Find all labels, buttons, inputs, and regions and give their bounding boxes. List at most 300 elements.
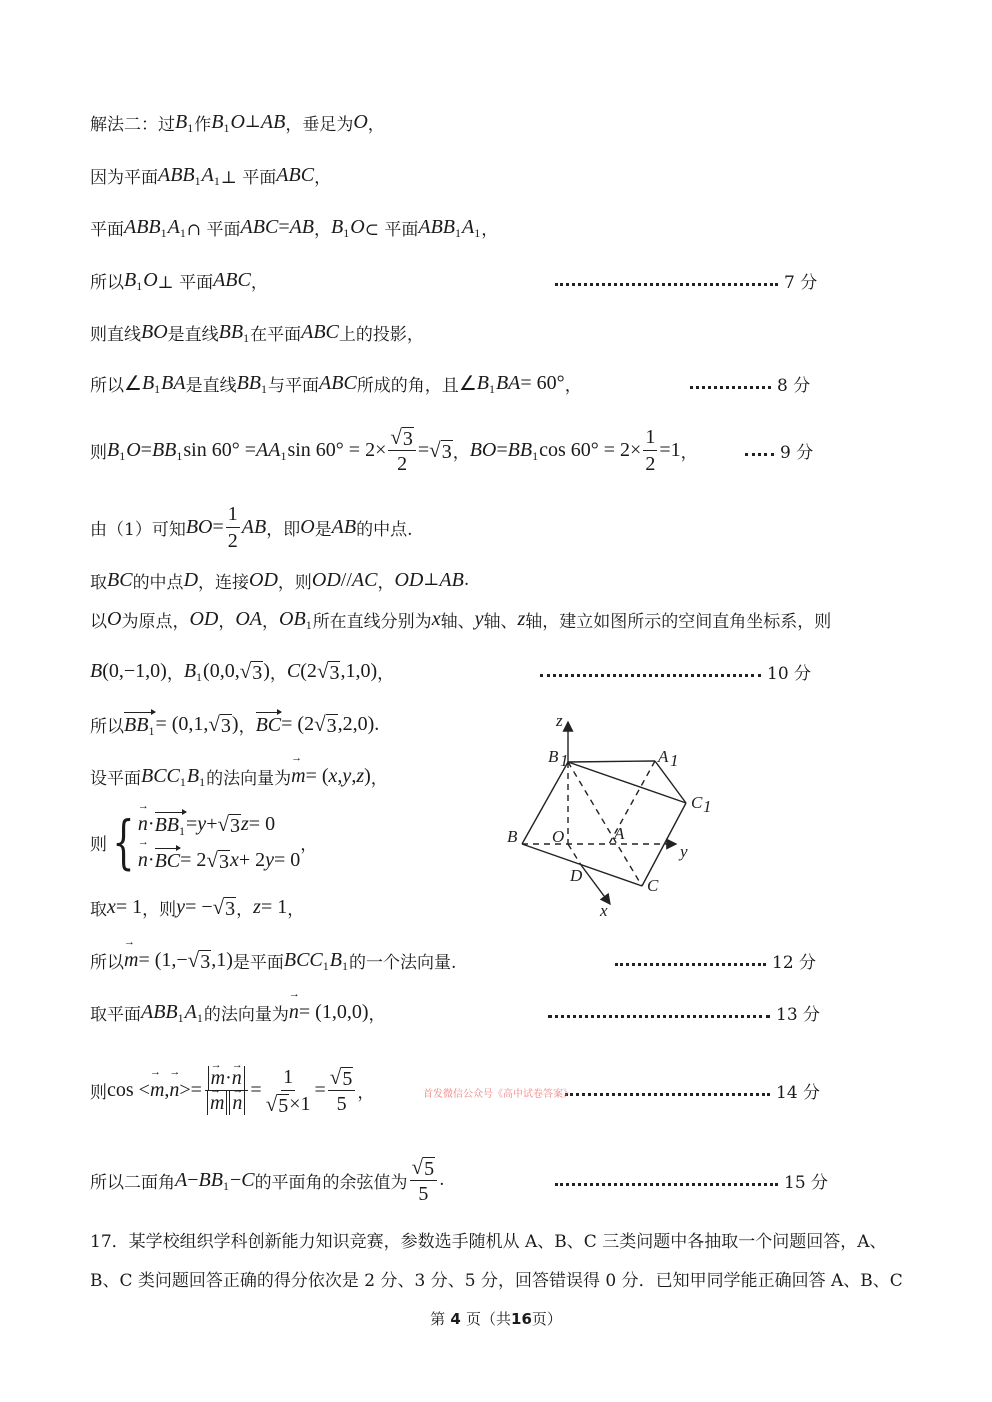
math-text: (0,−1,0)	[102, 659, 167, 682]
math-var: O	[143, 268, 158, 291]
text: ，连接	[198, 572, 250, 593]
subscript: 1	[119, 448, 126, 463]
total-pages: 16	[511, 1310, 532, 1328]
radical-sign: √	[329, 1064, 342, 1089]
text: ，	[377, 663, 395, 684]
text: 所以	[90, 272, 124, 293]
math-text: ∠	[458, 372, 477, 395]
math-var: x	[328, 764, 338, 787]
text: ⊥ 平面	[157, 272, 214, 293]
label-a: A	[614, 824, 625, 843]
text: ，	[238, 716, 256, 737]
math-var: D	[183, 568, 199, 591]
math-text: = 1	[260, 895, 288, 918]
math-var: A	[201, 163, 214, 186]
text-line	[90, 1060, 374, 1120]
math-var: C	[286, 659, 301, 682]
math-var: OA	[235, 607, 263, 630]
fraction	[410, 1154, 438, 1207]
text: ，即	[266, 519, 301, 540]
math-var: BA	[495, 371, 521, 394]
text: ，	[481, 219, 499, 240]
text: 则直线	[90, 324, 141, 345]
text: 是直线	[167, 324, 219, 345]
subscript: 1	[176, 448, 183, 463]
math-var: B	[211, 110, 224, 133]
text: 轴、	[483, 611, 518, 632]
math-text: = 0	[248, 812, 276, 835]
score-text: 14 分	[776, 1082, 821, 1103]
dot-leader	[555, 282, 778, 286]
square-root	[266, 1091, 290, 1117]
text: 则	[90, 1082, 107, 1103]
text-line	[90, 641, 394, 701]
math-var: B	[124, 268, 137, 291]
dot-leader	[548, 1014, 770, 1018]
math-var: BCC	[283, 948, 323, 971]
math-text: (0,0,	[203, 659, 240, 682]
math-var: y	[197, 812, 207, 835]
denominator	[395, 451, 409, 477]
text-line	[90, 92, 385, 152]
text-line	[90, 420, 698, 480]
score-marker	[548, 997, 820, 1027]
vector: → m	[291, 765, 305, 788]
denominator	[335, 1091, 349, 1117]
vector	[155, 812, 186, 836]
text: ，	[564, 375, 582, 396]
math-var: AB	[241, 515, 267, 538]
math-text: ,	[337, 764, 343, 787]
dot-leader	[745, 452, 774, 456]
text: ，	[250, 272, 268, 293]
math-var: z	[241, 812, 249, 835]
math-text: 2	[397, 452, 408, 475]
math-text: =	[278, 215, 290, 238]
math-var: BB	[218, 320, 244, 343]
math-var: C	[241, 1168, 255, 1191]
text: 取	[90, 572, 107, 593]
subscript: 1	[154, 381, 161, 396]
math-var: ABC	[240, 215, 279, 238]
text: 是直线	[185, 375, 237, 396]
fraction	[204, 1066, 248, 1115]
text: ，	[377, 572, 395, 593]
edge-b1-c1	[568, 762, 686, 803]
dot-leader	[565, 1092, 770, 1096]
denominator	[416, 1181, 430, 1207]
text-line	[90, 353, 582, 413]
score-marker	[540, 656, 811, 686]
text-line	[90, 930, 456, 990]
text: 取	[90, 899, 107, 920]
fraction	[226, 501, 240, 554]
score-marker	[745, 435, 813, 465]
math-var: OD	[249, 568, 278, 591]
score-text: 8 分	[777, 375, 811, 396]
score-marker	[690, 368, 810, 398]
radicand: 3	[225, 897, 236, 920]
fraction	[643, 424, 657, 477]
math-text: (2	[300, 659, 317, 682]
text: .	[463, 570, 470, 590]
math-text: −	[187, 1168, 199, 1191]
text: ∩ 平面	[186, 219, 241, 240]
text: 因为平面	[90, 167, 158, 188]
subscript: 1	[213, 173, 220, 188]
math-text: = (1,−	[138, 948, 188, 971]
math-text: ,1,0)	[340, 659, 378, 682]
label-o: O	[552, 827, 565, 846]
math-text: −	[229, 1168, 242, 1191]
math-var: B	[331, 215, 344, 238]
absolute-value	[207, 1091, 227, 1115]
math-text: =	[140, 438, 152, 461]
text: 取平面	[90, 1004, 141, 1025]
text: 与平面	[268, 375, 320, 396]
math-var: ABC	[301, 320, 339, 343]
math-var: BA	[161, 371, 186, 394]
text: ，垂足为	[285, 114, 354, 135]
radical-sign: √	[411, 1154, 424, 1179]
equation-system	[107, 810, 300, 874]
math-var: ABB	[418, 215, 456, 238]
text: ，	[218, 611, 236, 632]
math-text: = (	[305, 764, 329, 787]
text: 作	[194, 114, 212, 135]
vector	[256, 712, 282, 736]
numerator	[328, 1064, 356, 1091]
radicand: 3	[326, 714, 337, 737]
math-text: = (2	[281, 712, 315, 735]
text: 所在直线分别为	[312, 611, 432, 632]
text: 设平面	[90, 768, 141, 789]
math-var: x	[107, 895, 116, 918]
text: ，	[287, 899, 305, 920]
score-marker	[555, 265, 817, 295]
math-var: x	[229, 848, 239, 871]
text: 上的投影，	[338, 324, 424, 345]
math-var: AC	[351, 568, 378, 591]
text: ，	[357, 1082, 375, 1103]
radical-sign: √	[212, 894, 225, 919]
math-var: B	[107, 438, 120, 461]
equation-row	[138, 810, 300, 838]
math-text: 1	[283, 1065, 294, 1088]
text-line	[90, 497, 413, 557]
vector	[155, 848, 181, 872]
math-text: >=	[179, 1078, 202, 1101]
math-var: ABC	[319, 371, 357, 394]
text: ，	[314, 219, 332, 240]
fraction	[388, 424, 416, 477]
subscript: 1	[474, 225, 481, 240]
text: 17．某学校组织学科创新能力知识竞赛，参数选手随机从 A、B、C 三类问题中各抽取一个问题回答，A、	[90, 1231, 887, 1252]
math-var: AB	[439, 568, 464, 591]
subscript: 1	[177, 1010, 184, 1025]
footer-text: 第	[430, 1310, 446, 1328]
math-var: z	[517, 607, 526, 630]
subscript: 1	[179, 774, 186, 789]
radicand: 3	[441, 440, 452, 463]
math-text: cos <	[107, 1078, 150, 1101]
text: ，	[680, 442, 698, 463]
math-text: ·	[225, 1066, 232, 1089]
label-z: z	[556, 711, 563, 730]
math-var: O	[126, 438, 141, 461]
text: 的法向量为	[206, 768, 292, 789]
text: 所以	[90, 716, 124, 737]
math-var: y	[474, 607, 484, 630]
radicand: 5	[278, 1094, 289, 1117]
text: 所以	[90, 375, 124, 396]
math-text: +	[206, 812, 218, 835]
page-number: 4	[450, 1310, 461, 1328]
radical-sign: √	[314, 711, 326, 736]
math-var: BB	[124, 714, 149, 736]
math-var: O	[300, 515, 315, 538]
text: 的法向量为	[203, 1004, 289, 1025]
score-marker	[555, 1165, 828, 1195]
fraction	[264, 1064, 313, 1117]
footer-text: 页（共	[466, 1310, 512, 1328]
math-text: =	[417, 438, 430, 461]
subscript: 1	[196, 1010, 203, 1025]
text: 所以二面角	[90, 1172, 175, 1193]
square-root	[314, 712, 338, 737]
numerator	[643, 424, 657, 451]
math-text: + 2	[238, 848, 266, 871]
text-line	[90, 589, 831, 649]
text: 以	[90, 611, 107, 632]
subscript: 1	[223, 120, 230, 135]
numerator	[226, 501, 240, 528]
math-var: ABC	[276, 163, 315, 186]
math-text: ,2,0).	[337, 712, 380, 735]
math-var: ABC	[213, 268, 251, 291]
radicand: 3	[402, 427, 413, 450]
label-c: C	[647, 876, 659, 895]
score-text: 13 分	[776, 1004, 821, 1025]
math-text: = (0,1,	[155, 712, 209, 735]
text-line	[90, 250, 268, 310]
subscript: 1	[305, 617, 312, 632]
text: .	[439, 1170, 445, 1190]
subscript: 1	[148, 724, 155, 738]
radical-sign: √	[239, 658, 252, 683]
math-text: = −	[185, 895, 213, 918]
radicand: 3	[230, 814, 240, 837]
math-var: B	[183, 659, 197, 682]
math-var: A	[184, 1000, 197, 1023]
text: 所以	[90, 952, 124, 973]
math-var: A	[462, 215, 475, 238]
text: ，	[300, 834, 318, 855]
math-var: z	[356, 764, 365, 787]
vector: → n	[169, 1079, 179, 1102]
text: 是平面	[232, 952, 284, 973]
math-text: sin 60° =	[183, 438, 257, 461]
text-line	[90, 982, 385, 1042]
page-footer	[0, 1308, 992, 1329]
math-var: BB	[236, 371, 262, 394]
radical-sign: √	[316, 658, 329, 683]
math-var: A	[175, 1168, 188, 1191]
math-var: O	[353, 110, 368, 133]
score-text: 7 分	[784, 272, 818, 293]
text: ，	[236, 899, 254, 920]
radicand: 3	[252, 661, 263, 684]
subscript: 1	[261, 381, 268, 396]
math-text: =	[250, 1078, 262, 1101]
radicand: 5	[424, 1157, 435, 1180]
watermark: 首发微信公众号《高中试卷答案》	[423, 1089, 573, 1100]
text: ，则	[277, 572, 312, 593]
square-root	[188, 948, 212, 973]
math-var: BB	[198, 1168, 223, 1191]
score-marker	[615, 945, 816, 975]
subscript: 1	[343, 225, 350, 240]
math-text: ·	[147, 848, 155, 871]
math-var: y	[176, 895, 186, 918]
equation-row	[138, 846, 300, 874]
score-text: 10 分	[767, 663, 812, 684]
numerator	[410, 1154, 438, 1181]
text: ⊥	[244, 112, 261, 132]
radical-sign: √	[390, 424, 402, 449]
text: 的平面角的余弦值为	[254, 1172, 408, 1193]
text-line	[90, 746, 388, 806]
math-var: BC	[154, 850, 181, 872]
text: 轴、	[440, 611, 475, 632]
math-text: =	[186, 812, 198, 835]
math-text: 2	[227, 529, 238, 552]
math-text: =	[314, 1078, 326, 1101]
text: ⊂ 平面	[364, 219, 419, 240]
dot-leader	[690, 385, 771, 389]
math-var: BO	[469, 438, 497, 461]
math-var: ABB	[141, 1000, 178, 1023]
label-sub: 1	[670, 751, 679, 770]
math-text: ∠	[124, 372, 142, 395]
vector: → n	[138, 849, 148, 872]
equation-rows	[138, 810, 300, 874]
x-axis	[581, 865, 610, 904]
math-var: BB	[151, 438, 177, 461]
math-text: 5	[336, 1092, 347, 1115]
text: ，	[368, 1004, 386, 1025]
label-b1: B	[548, 747, 559, 766]
math-text: ·	[147, 812, 155, 835]
subscript: 1	[179, 824, 186, 838]
subscript: 1	[222, 1178, 229, 1193]
subscript: 1	[455, 225, 462, 240]
math-text: )	[231, 712, 239, 735]
math-var: O	[230, 110, 245, 133]
square-root	[213, 895, 237, 920]
fraction	[328, 1064, 356, 1117]
dot-leader	[540, 673, 761, 677]
radical-sign: √	[206, 847, 218, 872]
radical-sign: √	[265, 1091, 278, 1116]
absolute-value	[229, 1091, 245, 1115]
subscript: 1	[194, 173, 201, 188]
text: ，	[314, 167, 332, 188]
label-a1: A	[658, 747, 669, 766]
math-var: AB	[331, 515, 357, 538]
denominator	[643, 451, 657, 477]
math-var: ABB	[124, 215, 161, 238]
vector: → n	[232, 1066, 242, 1090]
label-y: y	[680, 842, 688, 861]
math-text: sin 60° = 2×	[287, 438, 387, 461]
dot-leader	[615, 962, 766, 966]
square-root	[208, 712, 232, 737]
radical-sign: √	[208, 711, 220, 736]
math-var: BO	[185, 515, 213, 538]
label-sub: 1	[560, 751, 569, 770]
math-var: BCC	[141, 764, 180, 787]
brace: {	[112, 808, 135, 876]
prism-coordinate-diagram	[495, 705, 725, 925]
text: 由（1）可知	[90, 519, 186, 540]
label-c1: C	[691, 793, 703, 812]
math-text: ×1	[289, 1092, 311, 1115]
text: ，	[370, 768, 388, 789]
text: 所成的角，且	[356, 375, 459, 396]
radicand: 3	[200, 950, 211, 973]
radicand: 3	[220, 714, 231, 737]
square-root	[330, 1064, 354, 1090]
math-var: OB	[279, 607, 306, 630]
math-var: AA	[256, 438, 281, 461]
math-var: BB	[154, 814, 180, 836]
numerator	[281, 1064, 295, 1091]
vector: → m	[124, 949, 138, 972]
vector	[124, 712, 155, 736]
vector: → m	[210, 1091, 224, 1115]
score-text: 15 分	[784, 1172, 829, 1193]
math-text: )	[364, 764, 371, 787]
math-text: = 60°	[520, 371, 565, 394]
square-root	[429, 438, 453, 463]
radical-sign: √	[187, 947, 200, 972]
vector: → m	[150, 1079, 164, 1102]
text-line	[90, 808, 318, 876]
subscript: 1	[280, 448, 287, 463]
subscript: 1	[532, 448, 539, 463]
math-var: B	[175, 110, 188, 133]
math-text: =	[496, 438, 508, 461]
text: 为原点，	[121, 611, 190, 632]
math-var: OD	[394, 568, 424, 591]
subscript: 1	[488, 381, 495, 396]
text: ，则	[142, 899, 177, 920]
math-var: B	[186, 764, 200, 787]
text: 的一个法向量.	[349, 952, 457, 973]
numerator	[388, 424, 416, 451]
label-d: D	[570, 866, 583, 885]
text: ，	[166, 663, 184, 684]
math-var: OD	[189, 607, 219, 630]
text: 解法二：过	[90, 114, 175, 135]
math-var: ABB	[158, 163, 195, 186]
radicand: 3	[218, 850, 229, 873]
vector: → m	[211, 1066, 225, 1090]
math-text: cos 60° = 2×	[539, 438, 642, 461]
subscript: 1	[187, 120, 194, 135]
square-root	[217, 812, 241, 837]
